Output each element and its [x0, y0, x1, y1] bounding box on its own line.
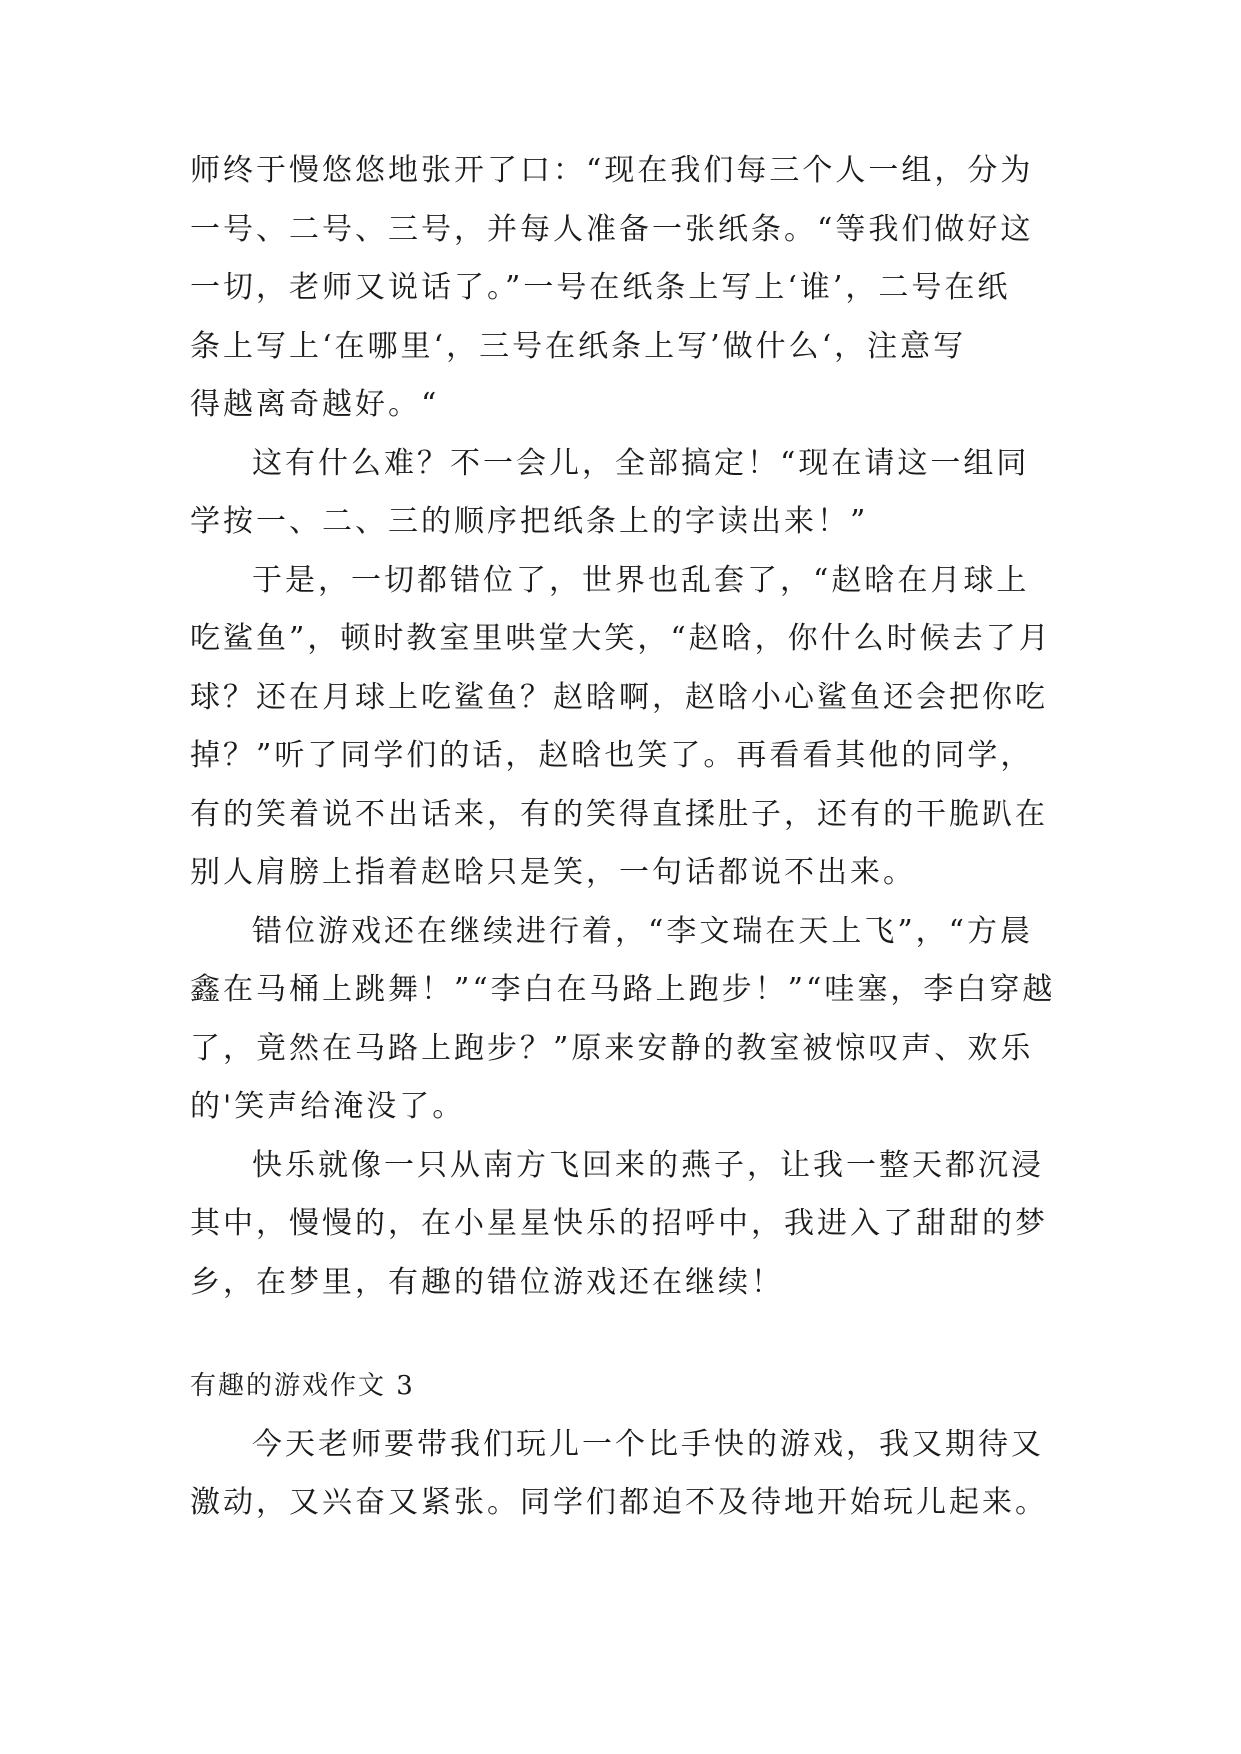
- text-line: 的'笑声给淹没了。: [190, 1089, 466, 1124]
- text-line: 鑫在马桶上跳舞！”“李白在马路上跑步！”“哇塞，李白穿越: [190, 972, 1056, 1007]
- text-line: 一切，老师又说话了。”一号在纸条上写上‘谁’，二号在纸: [190, 270, 1011, 305]
- text-line: 师终于慢悠悠地张开了口：“现在我们每三个人一组，分为: [190, 153, 1034, 188]
- text-line: 得越离奇越好。“: [190, 387, 440, 422]
- section-title: 有趣的游戏作文 3: [190, 1371, 415, 1401]
- text-line: 掉？”听了同学们的话，赵晗也笑了。再看看其他的同学，: [190, 738, 1034, 773]
- text-line: 激动，又兴奋又紧张。同学们都迫不及待地开始玩儿起来。: [190, 1485, 1048, 1520]
- text-line: 球？还在月球上吃鲨鱼？赵晗啊，赵晗小心鲨鱼还会把你吃: [190, 680, 1048, 715]
- paragraph-start-line: 于是，一切都错位了，世界也乱套了，“赵晗在月球上: [252, 563, 1030, 598]
- text-line: 吃鲨鱼”，顿时教室里哄堂大笑，“赵晗，你什么时候去了月: [190, 621, 1052, 656]
- paragraph-start-line: 错位游戏还在继续进行着，“李文瑞在天上飞”，“方晨: [252, 914, 1034, 949]
- text-line: 有的笑着说不出话来，有的笑得直揉肚子，还有的干脆趴在: [190, 797, 1048, 832]
- text-line: 乡，在梦里，有趣的错位游戏还在继续！: [190, 1265, 784, 1300]
- paragraph-start-line: 这有什么难？不一会儿，全部搞定！“现在请这一组同: [252, 446, 1030, 481]
- text-line: 一号、二号、三号，并每人准备一张纸条。“等我们做好这: [190, 212, 1034, 247]
- paragraph-start-line: 今天老师要带我们玩儿一个比手快的游戏，我又期待又: [252, 1427, 1044, 1462]
- text-line: 别人肩膀上指着赵晗只是笑，一句话都说不出来。: [190, 855, 916, 890]
- text-line: 条上写上‘在哪里‘，三号在纸条上写’做什么‘，注意写: [190, 329, 967, 364]
- paragraph-start-line: 快乐就像一只从南方飞回来的燕子，让我一整天都沉浸: [252, 1148, 1044, 1183]
- text-line: 其中，慢慢的，在小星星快乐的招呼中，我进入了甜甜的梦: [190, 1206, 1048, 1241]
- text-line: 了，竟然在马路上跑步？”原来安静的教室被惊叹声、欢乐: [190, 1031, 1034, 1066]
- text-line: 学按一、二、三的顺序把纸条上的字读出来！”: [190, 504, 869, 539]
